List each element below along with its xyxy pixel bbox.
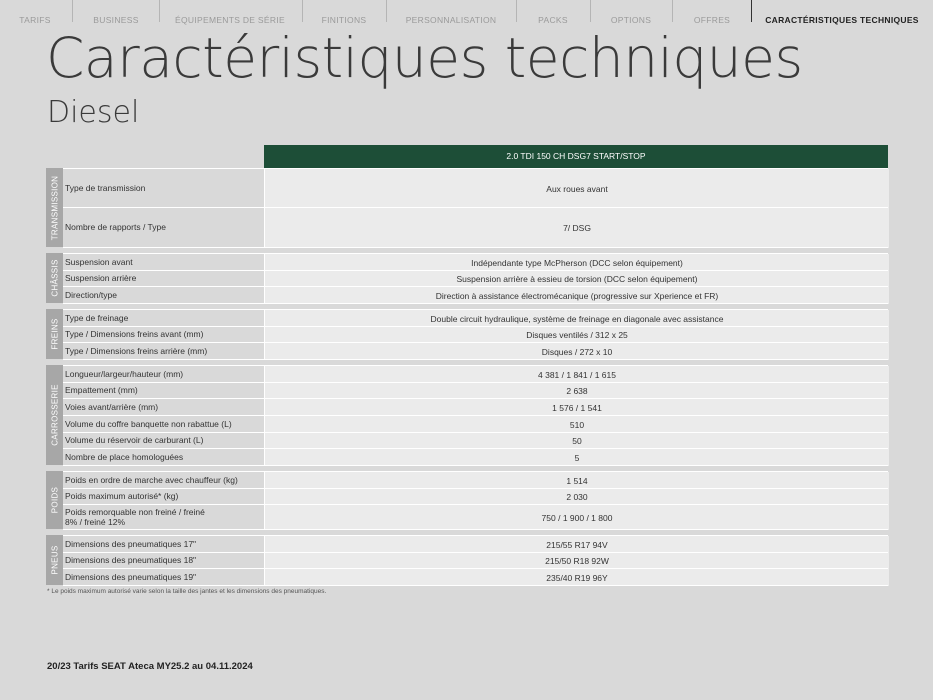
nav-separator xyxy=(672,0,673,22)
row-label: Empattement (mm) xyxy=(65,385,138,396)
group-poids xyxy=(46,471,888,529)
row-divider xyxy=(63,465,888,466)
group-label: POIDS xyxy=(50,486,59,514)
group-label-bar xyxy=(46,365,63,465)
row-value: 2 030 xyxy=(264,489,889,505)
table-row xyxy=(63,309,888,327)
nav-tab-equipements-de-serie[interactable]: ÉQUIPEMENTS DE SÉRIE xyxy=(175,15,285,25)
row-label: Dimensions des pneumatiques 17" xyxy=(65,538,197,549)
row-value: 1 576 / 1 541 xyxy=(264,399,889,416)
row-value: Disques ventilés / 312 x 25 xyxy=(264,327,889,343)
page-title: Caractéristiques techniques xyxy=(46,26,803,90)
row-label: Poids remorquable non freiné / freiné 8% / freiné 12% xyxy=(65,506,205,527)
row-label: Suspension avant xyxy=(65,256,133,267)
row-label: Type de freinage xyxy=(65,312,129,323)
row-value: Double circuit hydraulique, système de freinage en diagonale avec assistance xyxy=(264,310,889,327)
row-value: Indépendante type McPherson (DCC selon équipement) xyxy=(264,254,889,271)
group-transmission xyxy=(46,168,888,247)
table-row xyxy=(63,415,888,433)
nav-tab-packs[interactable]: PACKS xyxy=(538,15,568,25)
row-label: Type / Dimensions freins avant (mm) xyxy=(65,329,204,340)
row-value: 750 / 1 900 / 1 800 xyxy=(264,505,889,530)
group-label: CARROSSERIE xyxy=(50,384,59,446)
table-row xyxy=(63,253,888,271)
row-divider xyxy=(63,585,888,586)
row-label: Dimensions des pneumatiques 18" xyxy=(65,555,197,566)
group-label: PNEUS xyxy=(50,545,59,575)
table-row xyxy=(63,448,888,466)
row-value: 2 638 xyxy=(264,383,889,399)
table-row xyxy=(63,286,888,304)
row-value: 5 xyxy=(264,449,889,466)
row-label: Direction/type xyxy=(65,289,117,300)
row-label: Dimensions des pneumatiques 19" xyxy=(65,571,197,582)
row-value: 235/40 R19 96Y xyxy=(264,569,889,586)
nav-tab-finitions[interactable]: FINITIONS xyxy=(321,15,367,25)
table-row xyxy=(63,270,888,287)
row-label: Volume du réservoir de carburant (L) xyxy=(65,435,204,446)
footnote: * Le poids maximum autorisé varie selon la taille des jantes et les dimensions des pneumatiques. xyxy=(47,588,327,595)
group-label-bar xyxy=(46,535,63,585)
row-label: Poids maximum autorisé* (kg) xyxy=(65,491,179,502)
group-label: CHÂSSIS xyxy=(50,259,59,297)
table-row xyxy=(63,168,888,208)
row-value: 4 381 / 1 841 / 1 615 xyxy=(264,366,889,383)
group-label-bar xyxy=(46,168,63,247)
nav-separator xyxy=(159,0,160,22)
table-row xyxy=(63,535,888,553)
row-value: 7/ DSG xyxy=(264,208,889,248)
table-row xyxy=(63,398,888,416)
nav-tab-business[interactable]: BUSINESS xyxy=(93,15,139,25)
table-row xyxy=(63,382,888,399)
table-row xyxy=(63,326,888,343)
nav-separator xyxy=(302,0,303,22)
page-subtitle: Diesel xyxy=(47,95,140,130)
row-divider xyxy=(63,359,888,360)
table-row xyxy=(63,471,888,489)
row-label: Longueur/largeur/hauteur (mm) xyxy=(65,368,184,379)
nav-separator xyxy=(386,0,387,22)
row-value: Aux roues avant xyxy=(264,169,889,208)
group-label: FREINS xyxy=(50,318,59,350)
nav-tab-options[interactable]: OPTIONS xyxy=(610,15,652,25)
row-value: Suspension arrière à essieu de torsion (DCC selon équipement) xyxy=(264,271,889,287)
group-chassis xyxy=(46,253,888,303)
nav-tab-personnalisation[interactable]: PERSONNALISATION xyxy=(405,15,497,25)
row-value: 215/55 R17 94V xyxy=(264,536,889,553)
row-label: Voies avant/arrière (mm) xyxy=(65,401,159,412)
table-row xyxy=(63,342,888,360)
group-label-bar xyxy=(46,253,63,303)
nav-separator xyxy=(516,0,517,22)
row-value: Direction à assistance électromécanique (progressive sur Xperience et FR) xyxy=(264,287,889,304)
table-row xyxy=(63,504,888,530)
nav-separator xyxy=(590,0,591,22)
column-header: 2.0 TDI 150 CH DSG7 START/STOP xyxy=(264,145,888,168)
group-label: TRANSMISSION xyxy=(50,175,59,240)
nav-separator-active xyxy=(751,0,752,22)
table-row xyxy=(63,365,888,383)
row-divider xyxy=(63,529,888,530)
table-row xyxy=(63,568,888,586)
table-row xyxy=(63,432,888,449)
nav-tab-tarifs[interactable]: TARIFS xyxy=(19,15,51,25)
row-value: 215/50 R18 92W xyxy=(264,553,889,569)
table-row xyxy=(63,552,888,569)
row-value: Disques / 272 x 10 xyxy=(264,343,889,360)
nav-tab-caracteristiques-techniques[interactable]: CARACTÉRISTIQUES TECHNIQUES xyxy=(765,15,919,25)
row-label: Volume du coffre banquette non rabattue (L) xyxy=(65,418,232,429)
page-footer: 20/23 Tarifs SEAT Ateca MY25.2 au 04.11.2024 xyxy=(47,661,253,672)
group-pneus xyxy=(46,535,888,585)
row-label: Type / Dimensions freins arrière (mm) xyxy=(65,345,208,356)
group-carrosserie xyxy=(46,365,888,465)
row-value: 50 xyxy=(264,433,889,449)
row-divider xyxy=(63,247,888,248)
row-label: Nombre de rapports / Type xyxy=(65,222,166,233)
group-label-bar xyxy=(46,471,63,529)
row-value: 1 514 xyxy=(264,472,889,489)
row-label: Nombre de place homologuées xyxy=(65,451,184,462)
table-row xyxy=(63,488,888,505)
group-freins xyxy=(46,309,888,359)
row-label: Type de transmission xyxy=(65,182,146,193)
row-divider xyxy=(63,303,888,304)
row-value: 510 xyxy=(264,416,889,433)
row-label: Suspension arrière xyxy=(65,273,137,284)
group-label-bar xyxy=(46,309,63,359)
row-label: Poids en ordre de marche avec chauffeur (kg) xyxy=(65,474,238,485)
nav-separator xyxy=(72,0,73,22)
table-row xyxy=(63,207,888,248)
nav-tab-offres[interactable]: OFFRES xyxy=(693,15,731,25)
